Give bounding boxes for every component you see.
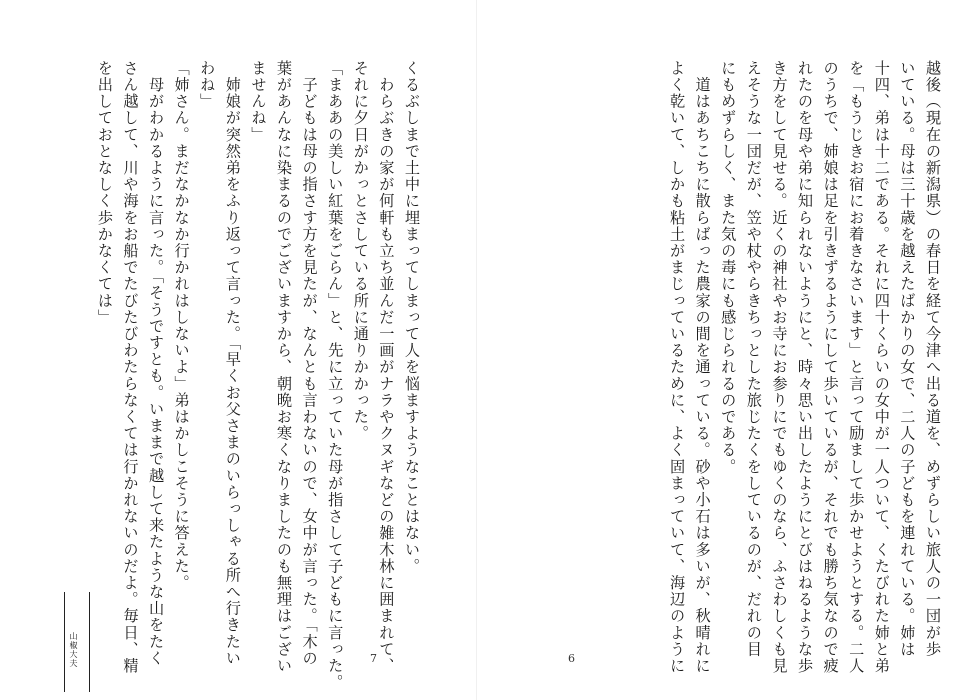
left-page-text-line: 姉娘が突然弟をふり返って言った。「早くお父さまのいらっしゃる所へ行きたい [223,60,242,667]
right-page-text-line: いている。母は三十歳を越えたばかりの女で、二人の子どもを連れている。姉は [898,60,917,658]
left-page-text-line: わね」 [198,60,217,110]
gutter [476,0,477,700]
right-page-text-line: き方をして見せる。近くの神社やお寺にお参りにでもゆくのなら、ふさわしくも見 [770,60,789,675]
right-page-text-line: えそうな一団だが、笠や杖やらきちっとした旅じたくをしているのが、だれの目 [744,60,763,658]
running-head-title: 山椒大夫 [69,632,78,668]
left-page [0,0,476,700]
left-page-text-line: 「姉さん。まだなかなか行かれはしないよ」弟はかしこそうに答えた。 [172,60,191,592]
left-page-text-line: 「まああの美しい紅葉をごらん」と、先に立っていた母が指さして子どもに言った。 [326,60,345,691]
right-page [477,0,953,700]
left-page-text-line: を出しておとなしく歩かなくては」 [95,60,114,326]
right-page-text-line: よく乾いて、しかも粘土がまじっているために、よく固まっていて、海辺のように [668,60,687,675]
right-page-text-line: のうちで、姉娘は足を引きずるようにして歩いているが、それでも勝ち気なので疲 [821,60,840,675]
right-page-body-text [495,60,945,675]
page-number-left: 7 [370,652,377,665]
right-page-text-line: にもめずらしく、また気の毒にも感じられるのである。 [719,60,738,475]
left-page-text-line: 母がわかるように言った。「そうですとも。いままで越して来たような山をたく [147,60,166,667]
left-page-text-line: ませんね」 [249,60,268,143]
right-page-text-line: を「もうじきお宿にお着きなさいます」と言って励まして歩かせようとする。二人 [847,60,866,675]
left-page-text-line: くるぶしまで土中に埋まってしまって人を悩ますようなことはない。 [403,60,421,575]
right-page-text-line: 越後（現在の新潟県）の春日を経て今津へ出る道を、めずらしい旅人の一団が歩 [924,60,942,658]
left-page-text-line: 子どもは母の指さす方を見たが、なんとも言わないので、女中が言った。「木の [300,60,319,667]
left-page-text-line: さん越して、川や海をお船でたびたびわたらなくては行かれないのだよ。毎日、精 [121,60,140,675]
left-page-text-line: わらぶきの家が何軒も立ち並んだ一画がナラやクヌギなどの雑木林に囲まれて、 [377,60,396,675]
left-page-text-line: それに夕日がかっとさしている所に通りかかった。 [351,60,370,442]
running-head [64,592,90,692]
right-page-text-line: 十四、弟は十二である。それに四十くらいの女中が一人ついて、くたびれた姉と弟 [872,60,891,675]
right-page-text-line: れたのを母や弟に知られないようにと、時々思い出したようにとびはねるような歩 [796,60,815,675]
right-page-text-line: 道はあちこちに散らばった農家の間を通っている。砂や小石は多いが、秋晴れに [693,60,712,675]
left-page-text-line: 葉があんなに染まるのでございますから、朝晩お寒くなりましたのも無理はござい [275,60,294,675]
page-number-right: 6 [568,652,575,665]
